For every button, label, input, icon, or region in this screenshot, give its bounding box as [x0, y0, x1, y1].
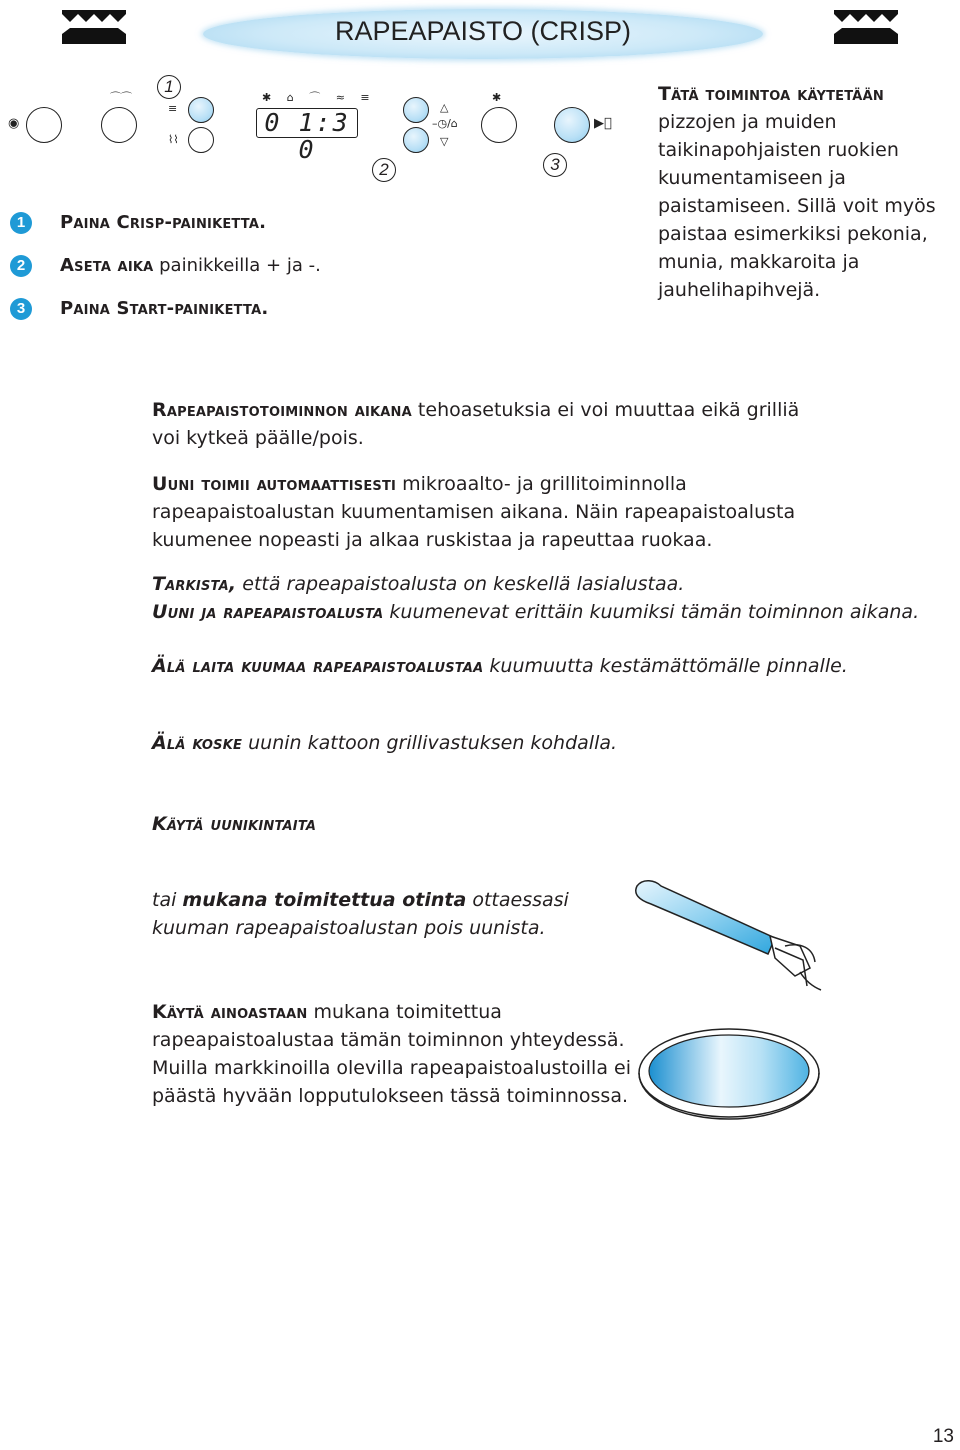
- down-arrow-icon: ▽: [440, 135, 449, 148]
- start-button[interactable]: [554, 107, 590, 143]
- step-2-text: Aseta aika painikkeilla + ja -.: [60, 255, 321, 276]
- crisp-top-icon: ≡: [168, 102, 178, 115]
- page-number: 13: [932, 1426, 954, 1447]
- paragraph-hot-warning: Uuni ja rapeapaistoalusta kuumenevat erittäin kuumiksi tämän toiminnon aikana.: [152, 601, 920, 623]
- plus-button[interactable]: [403, 97, 429, 123]
- paragraph-automatic: Uuni toimii automaattisesti mikroaalto- ja grillitoiminnolla rapeapaistoalustan kuumentamisen aikana. Näin rapeapaistoalusta kuumenee nopeasti ja alkaa ruskistaa ja rapeuttaa ruokaa.: [152, 473, 796, 551]
- paragraph-oven-gloves: Käytä uunikintaita: [152, 813, 317, 835]
- up-arrow-icon: △: [440, 101, 449, 114]
- crisp-bottom-icon: ⌇⌇: [168, 133, 179, 146]
- defrost-icon: ✱: [492, 91, 502, 104]
- step-1-text: Paina Crisp-painiketta.: [60, 212, 267, 233]
- paragraph-handle: tai mukana toimitettua otinta ottaessasi kuuman rapeapaistoalustan pois uunista.: [152, 889, 569, 939]
- callout-2: 2: [372, 158, 396, 182]
- defrost-button[interactable]: [481, 107, 517, 143]
- clock-lock-icon: –◷/⌂: [432, 117, 458, 130]
- crisp-plate-illustration: [634, 1015, 824, 1125]
- time-display: 0 1:3 0: [256, 108, 358, 138]
- intro-text: Tätä toimintoa käytetään pizzojen ja muiden taikinapohjaisten ruokien kuumentamiseen ja paistamiseen. Sillä voit myös paistaa esimerkiksi pekonia, munia, makkaroita ja jauhelihapihvejä.: [658, 83, 936, 301]
- crisp-handle-illustration: [625, 876, 825, 996]
- stop-icon: ◉: [8, 116, 20, 131]
- page-title: RAPEAPAISTO (CRISP): [334, 16, 632, 46]
- minus-button[interactable]: [403, 127, 429, 153]
- function-button[interactable]: [101, 107, 137, 143]
- callout-3: 3: [543, 153, 567, 177]
- oven-logo-left-icon: [62, 8, 126, 48]
- step-number-1: 1: [10, 212, 32, 234]
- paragraph-only-use: Käytä ainoastaan mukana toimitettua rapeapaistoalustaa tämän toiminnon yhteydessä. Muilla markkinoilla olevilla rapeapaistoalustoilla ei päästä hyvään lopputulokseen tässä toiminnossa.: [152, 1001, 631, 1107]
- paragraph-power-settings: Rapeapaistotoiminnon aikana tehoasetuksia ei voi muuttaa eikä grilliä voi kytkeä päälle/pois.: [152, 399, 800, 449]
- display-status-icons: ✱ ⌂ ⌒ ≈ ≡: [262, 91, 376, 104]
- oven-logo-right-icon: [834, 8, 898, 48]
- grill-icon: ⌒⌒: [110, 91, 132, 104]
- paragraph-surface-warning: Älä laita kuumaa rapeapaistoalustaa kuumuutta kestämättömälle pinnalle.: [152, 655, 848, 677]
- grill-crisp-button[interactable]: [188, 127, 214, 153]
- step-3-text: Paina Start-painiketta.: [60, 298, 269, 319]
- step-number-2: 2: [10, 255, 32, 277]
- start-icon: ▶⃝: [594, 116, 612, 131]
- callout-1: 1: [157, 75, 181, 99]
- step-number-3: 3: [10, 298, 32, 320]
- stop-button[interactable]: [26, 107, 62, 143]
- paragraph-ceiling-warning: Älä koske uunin kattoon grillivastuksen kohdalla.: [152, 732, 618, 754]
- crisp-button[interactable]: [188, 97, 214, 123]
- paragraph-check-center: Tarkista, että rapeapaistoalusta on keskellä lasialustaa.: [152, 573, 685, 595]
